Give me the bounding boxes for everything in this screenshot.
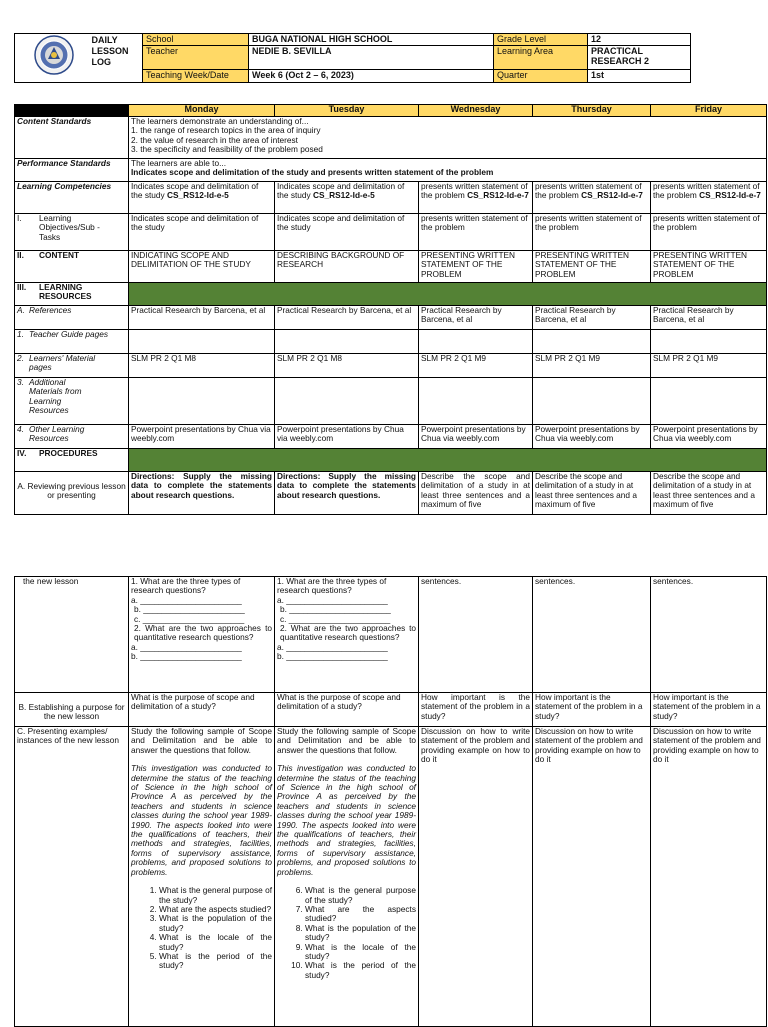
day-wednesday: Wednesday bbox=[419, 105, 533, 117]
objectives-label: I. Learning Objectives/Sub -Tasks bbox=[15, 214, 129, 251]
learner-material-cell: SLM PR 2 Q1 M9 bbox=[651, 354, 767, 378]
resources-band bbox=[129, 283, 767, 306]
other-resource-cell: Powerpoint presentations by Chua via weebly.com bbox=[651, 425, 767, 449]
area-value: PRACTICAL RESEARCH 2 bbox=[588, 46, 691, 70]
example-questions: 6. What is the general purpose of the study? 7. What are the aspects studied? 8. What is the population of the study? 9. What is the locale of the study? 10. What is the period of the study? bbox=[277, 886, 416, 980]
purpose-cell: What is the purpose of scope and delimitation of a study? bbox=[129, 693, 275, 727]
reference-cell: Practical Research by Barcena, et al bbox=[419, 306, 533, 330]
learner-material-label: 2. Learners' Material pages bbox=[15, 354, 129, 378]
review-directions: Directions: Supply the missing data to complete the statements about research questions. bbox=[129, 472, 275, 515]
examples-cell-monday: Study the following sample of Scope and Delimitation and be able to answer the questions that follow. This investigation was conducted to determine the status of the teaching of Science in the high school of Province A as perceived by the teachers and students in science classes during the school year 1989-1990. The aspects looked into were the qualifications of teachers, their methods and strategies, facilities, forms of supervisory assistance, problems, and proposed solutions to problems. 1. What is the general purpose of the study? 2. What are the aspects studied? 3. What is the population of the study? 4. What is the locale of the study? 5. What is the period of the study? bbox=[129, 727, 275, 1027]
competency-cell: presents written statement of the problem CS_RS12-Id-e-7 bbox=[533, 182, 651, 214]
objective-cell: presents written statement of the problem bbox=[419, 214, 533, 251]
competency-cell: presents written statement of the problem CS_RS12-Id-e-7 bbox=[419, 182, 533, 214]
examples-discussion: Discussion on how to write statement of the problem and providing example on how to do it bbox=[533, 727, 651, 1027]
examples-cell-tuesday: Study the following sample of Scope and Delimitation and be able to answer the questions that follow. This investigation was conducted to determine the status of the teaching of Science in the high school of Province A as perceived by the teachers and students in science classes during the school year 1989-1990. The aspects looked into were the qualifications of teachers, their methods and strategies, facilities, forms of supervisory assistance, problems, and proposed solutions to problems. 6. What is the general purpose of the study? 7. What are the aspects studied? 8. What is the population of the study? 9. What is the locale of the study? 10. What is the period of the study? bbox=[275, 727, 419, 1027]
review-questions: 1. What are the three types of research questions? a. ______________________ b. ______________________ c. ______________________ 2. What are the two approaches to quantitative research questions? a. ______________________ b. ______________________ bbox=[275, 577, 419, 693]
resources-label: III. LEARNING RESOURCES bbox=[15, 283, 129, 306]
procedures-label: IV. PROCEDURES bbox=[15, 449, 129, 472]
examples-label: C. Presenting examples/ instances of the new lesson bbox=[15, 727, 129, 1027]
example-questions: 1. What is the general purpose of the study? 2. What are the aspects studied? 3. What is the population of the study? 4. What is the locale of the study? 5. What is the period of the study? bbox=[131, 886, 272, 971]
content-cell: PRESENTING WRITTEN STATEMENT OF THE PROBLEM bbox=[651, 251, 767, 283]
review-describe: Describe the scope and delimitation of a study in at least three sentences and a maximum of five bbox=[533, 472, 651, 515]
content-cell: PRESENTING WRITTEN STATEMENT OF THE PROBLEM bbox=[419, 251, 533, 283]
purpose-cell: What is the purpose of scope and delimitation of a study? bbox=[275, 693, 419, 727]
reference-cell: Practical Research by Barcena, et al bbox=[651, 306, 767, 330]
content-label: II. CONTENT bbox=[15, 251, 129, 283]
review-directions: Directions: Supply the missing data to complete the statements about research questions. bbox=[275, 472, 419, 515]
content-cell: INDICATING SCOPE AND DELIMITATION OF THE STUDY bbox=[129, 251, 275, 283]
day-monday: Monday bbox=[129, 105, 275, 117]
performance-standards-label: Performance Standards bbox=[15, 159, 129, 182]
competency-cell: presents written statement of the problem CS_RS12-Id-e-7 bbox=[651, 182, 767, 214]
review-describe: Describe the scope and delimitation of a study in at least three sentences and a maximum of five bbox=[419, 472, 533, 515]
quarter-value: 1st bbox=[588, 70, 691, 83]
review-describe: Describe the scope and delimitation of a study in at least three sentences and a maximum of five bbox=[651, 472, 767, 515]
content-cell: PRESENTING WRITTEN STATEMENT OF THE PROBLEM bbox=[533, 251, 651, 283]
competency-cell: Indicates scope and delimitation of the study CS_RS12-Id-e-5 bbox=[129, 182, 275, 214]
review-describe-cont: sentences. bbox=[533, 577, 651, 693]
additional-materials-label: 3. Additional Materials from Learning Resources bbox=[15, 378, 129, 425]
purpose-cell: How important is the statement of the problem in a study? bbox=[419, 693, 533, 727]
objective-cell: Indicates scope and delimitation of the study bbox=[275, 214, 419, 251]
review-label-cont: the new lesson bbox=[15, 577, 129, 693]
competencies-label: Learning Competencies bbox=[15, 182, 129, 214]
competency-cell: Indicates scope and delimitation of the study CS_RS12-Id-e-5 bbox=[275, 182, 419, 214]
grade-value: 12 bbox=[588, 34, 691, 46]
other-resource-cell: Powerpoint presentations by Chua via weebly.com bbox=[275, 425, 419, 449]
dll-title: DAILY LESSON LOG bbox=[89, 34, 143, 83]
purpose-cell: How important is the statement of the problem in a study? bbox=[651, 693, 767, 727]
procedures-band bbox=[129, 449, 767, 472]
other-resource-cell: Powerpoint presentations by Chua via weebly.com bbox=[129, 425, 275, 449]
content-standards-label: Content Standards bbox=[15, 117, 129, 159]
review-describe-cont: sentences. bbox=[651, 577, 767, 693]
content-cell: DESCRIBING BACKGROUND OF RESEARCH bbox=[275, 251, 419, 283]
objective-cell: presents written statement of the problem bbox=[533, 214, 651, 251]
purpose-cell: How important is the statement of the problem in a study? bbox=[533, 693, 651, 727]
other-resources-label: 4. Other Learning Resources bbox=[15, 425, 129, 449]
review-label: A. Reviewing previous lesson or presenting bbox=[15, 472, 129, 515]
week-value: Week 6 (Oct 2 – 6, 2023) bbox=[249, 70, 494, 83]
objective-cell: presents written statement of the problem bbox=[651, 214, 767, 251]
teacher-label: Teacher bbox=[143, 46, 249, 70]
learner-material-cell: SLM PR 2 Q1 M8 bbox=[275, 354, 419, 378]
day-friday: Friday bbox=[651, 105, 767, 117]
teacher-value: NEDIE B. SEVILLA bbox=[249, 46, 494, 70]
learner-material-cell: SLM PR 2 Q1 M9 bbox=[533, 354, 651, 378]
day-tuesday: Tuesday bbox=[275, 105, 419, 117]
lesson-table-page2 bbox=[14, 576, 767, 1027]
other-resource-cell: Powerpoint presentations by Chua via weebly.com bbox=[419, 425, 533, 449]
learner-material-cell: SLM PR 2 Q1 M9 bbox=[419, 354, 533, 378]
references-label: A. References bbox=[15, 306, 129, 330]
performance-standards-text: The learners are able to... Indicates scope and delimitation of the study and presents written statement of the problem bbox=[129, 159, 767, 182]
week-label: Teaching Week/Date bbox=[143, 70, 249, 83]
other-resource-cell: Powerpoint presentations by Chua via weebly.com bbox=[533, 425, 651, 449]
examples-discussion: Discussion on how to write statement of the problem and providing example on how to do it bbox=[651, 727, 767, 1027]
school-label: School bbox=[143, 34, 249, 46]
purpose-label: B. Establishing a purpose for the new lesson bbox=[15, 693, 129, 727]
school-value: BUGA NATIONAL HIGH SCHOOL bbox=[249, 34, 494, 46]
day-thursday: Thursday bbox=[533, 105, 651, 117]
reference-cell: Practical Research by Barcena, et al bbox=[129, 306, 275, 330]
content-standards-text: The learners demonstrate an understanding of... 1. the range of research topics in the area of inquiry 2. the value of research in the area of interest 3. the specificity and feasibility of the problem posed bbox=[129, 117, 767, 159]
learner-material-cell: SLM PR 2 Q1 M8 bbox=[129, 354, 275, 378]
reference-cell: Practical Research by Barcena, et al bbox=[275, 306, 419, 330]
examples-discussion: Discussion on how to write statement of the problem and providing example on how to do it bbox=[419, 727, 533, 1027]
grade-label: Grade Level bbox=[494, 34, 588, 46]
reference-cell: Practical Research by Barcena, et al bbox=[533, 306, 651, 330]
header-table bbox=[14, 33, 691, 83]
review-describe-cont: sentences. bbox=[419, 577, 533, 693]
objective-cell: Indicates scope and delimitation of the study bbox=[129, 214, 275, 251]
area-label: Learning Area bbox=[494, 46, 588, 70]
quarter-label: Quarter bbox=[494, 70, 588, 83]
review-questions: 1. What are the three types of research questions? a. ______________________ b. ______________________ c. ______________________ 2. What are the two approaches to quantitative research questions? a. ______________________ b. ______________________ bbox=[129, 577, 275, 693]
lesson-table-page1 bbox=[14, 104, 767, 515]
teacher-guide-label: 1. Teacher Guide pages bbox=[15, 330, 129, 354]
